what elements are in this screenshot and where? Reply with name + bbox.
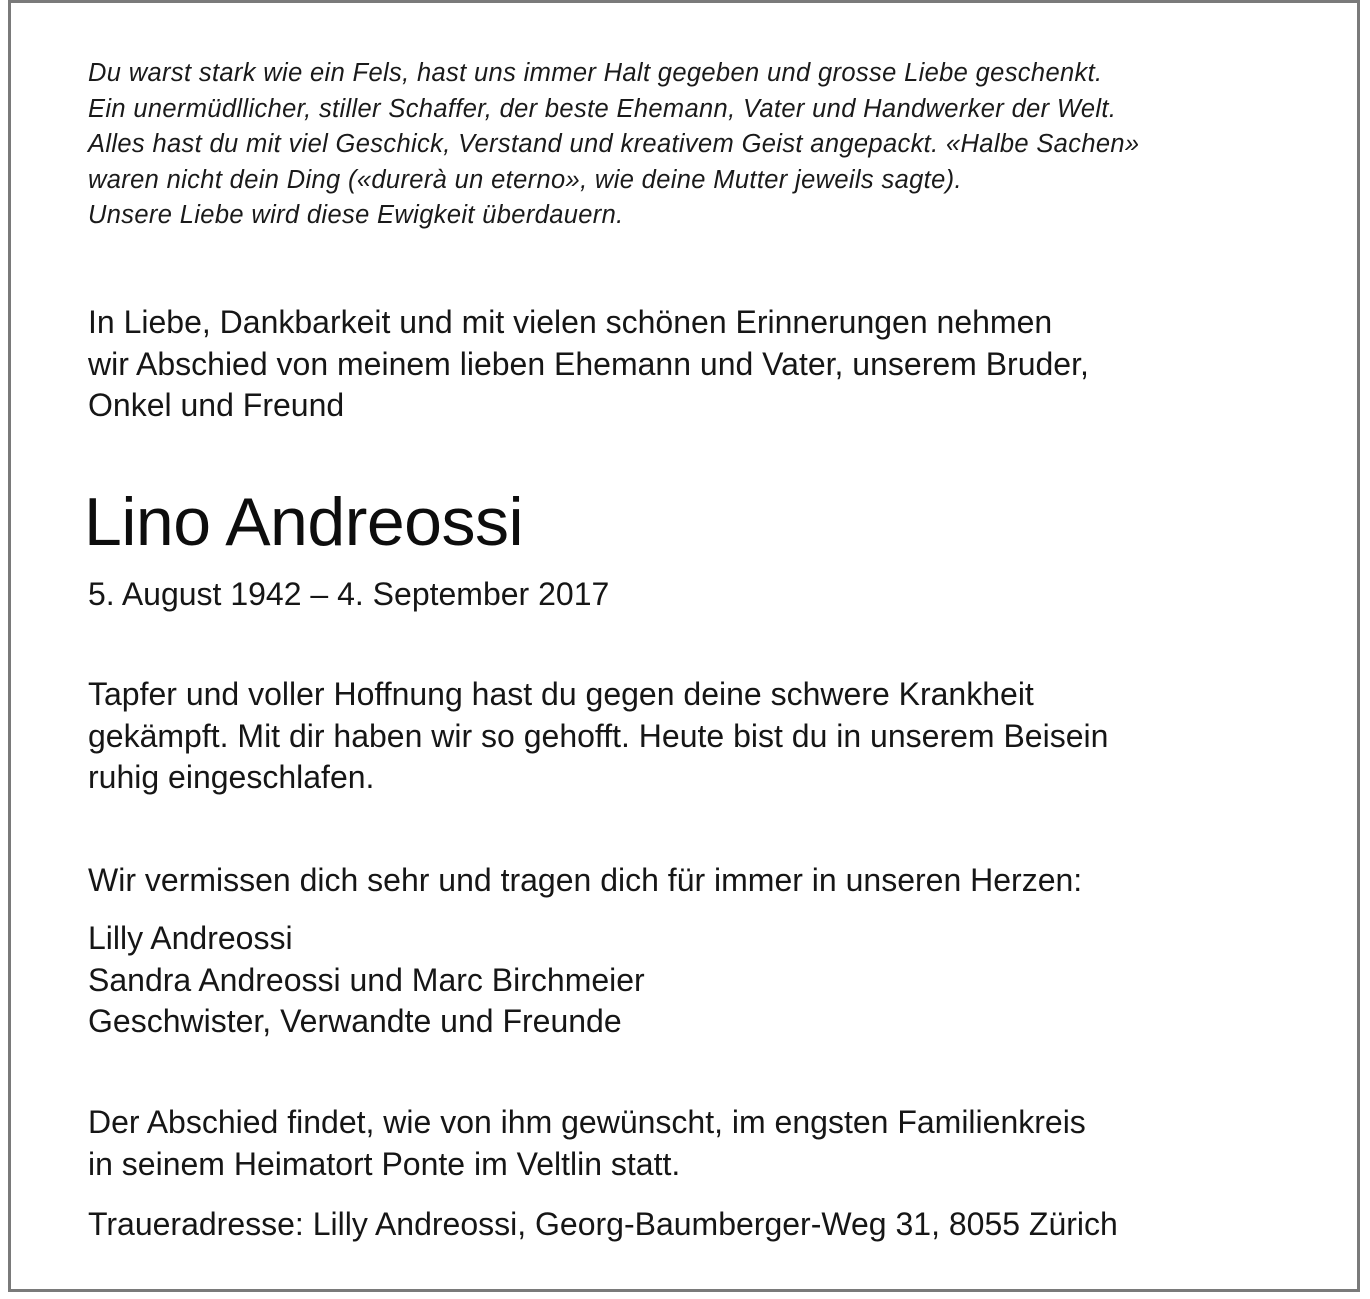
story-paragraph <box>88 674 1108 799</box>
mourners-list <box>88 918 645 1043</box>
story-line: Tapfer und voller Hoffnung hast du gegen deine schwere Krankheit <box>88 676 1034 712</box>
motto-line: waren nicht dein Ding («durerà un eterno», wie deine Mutter jeweils sagte). <box>88 165 962 194</box>
intro-line: wir Abschied von meinem lieben Ehemann und Vater, unserem Bruder, <box>88 345 1089 382</box>
life-dates-text: 5. August 1942 – 4. September 2017 <box>88 576 610 612</box>
deceased-name: Lino Andreossi <box>84 484 524 560</box>
intro-paragraph <box>88 302 1089 427</box>
intro-line: In Liebe, Dankbarkeit und mit vielen schönen Erinnerungen nehmen <box>88 304 1053 340</box>
intro-line: Onkel und Freund <box>88 387 345 423</box>
motto-line: Ein unermüdllicher, stiller Schaffer, der beste Ehemann, Vater und Handwerker der Welt. <box>88 94 1117 123</box>
mourners-heading <box>88 860 1082 902</box>
mourner-name: Lilly Andreossi <box>88 920 293 956</box>
mourner-name: Sandra Andreossi und Marc Birchmeier <box>88 961 645 998</box>
life-dates <box>88 574 609 616</box>
mourners-heading-text: Wir vermissen dich sehr und tragen dich für immer in unseren Herzen: <box>88 862 1083 898</box>
motto-line: Du warst stark wie ein Fels, hast uns immer Halt gegeben und grosse Liebe geschenkt. <box>88 59 1103 87</box>
story-line: ruhig eingeschlafen. <box>88 759 375 795</box>
farewell-paragraph <box>88 1102 1086 1185</box>
motto-quote <box>88 56 1139 234</box>
farewell-line: Der Abschied findet, wie von ihm gewünscht, im engsten Familienkreis <box>88 1104 1086 1140</box>
mourning-address-text: Traueradresse: Lilly Andreossi, Georg-Baumberger-Weg 31, 8055 Zürich <box>88 1206 1118 1242</box>
story-line: gekämpft. Mit dir haben wir so gehofft. Heute bist du in unserem Beisein <box>88 717 1109 754</box>
farewell-line: in seinem Heimatort Ponte im Veltlin statt. <box>88 1145 681 1182</box>
mourner-name: Geschwister, Verwandte und Freunde <box>88 1003 622 1039</box>
mourning-address <box>88 1204 1118 1246</box>
motto-line: Unsere Liebe wird diese Ewigkeit überdauern. <box>88 201 624 229</box>
motto-line: Alles hast du mit viel Geschick, Verstand und kreativem Geist angepackt. «Halbe Sachen» <box>88 130 1140 158</box>
